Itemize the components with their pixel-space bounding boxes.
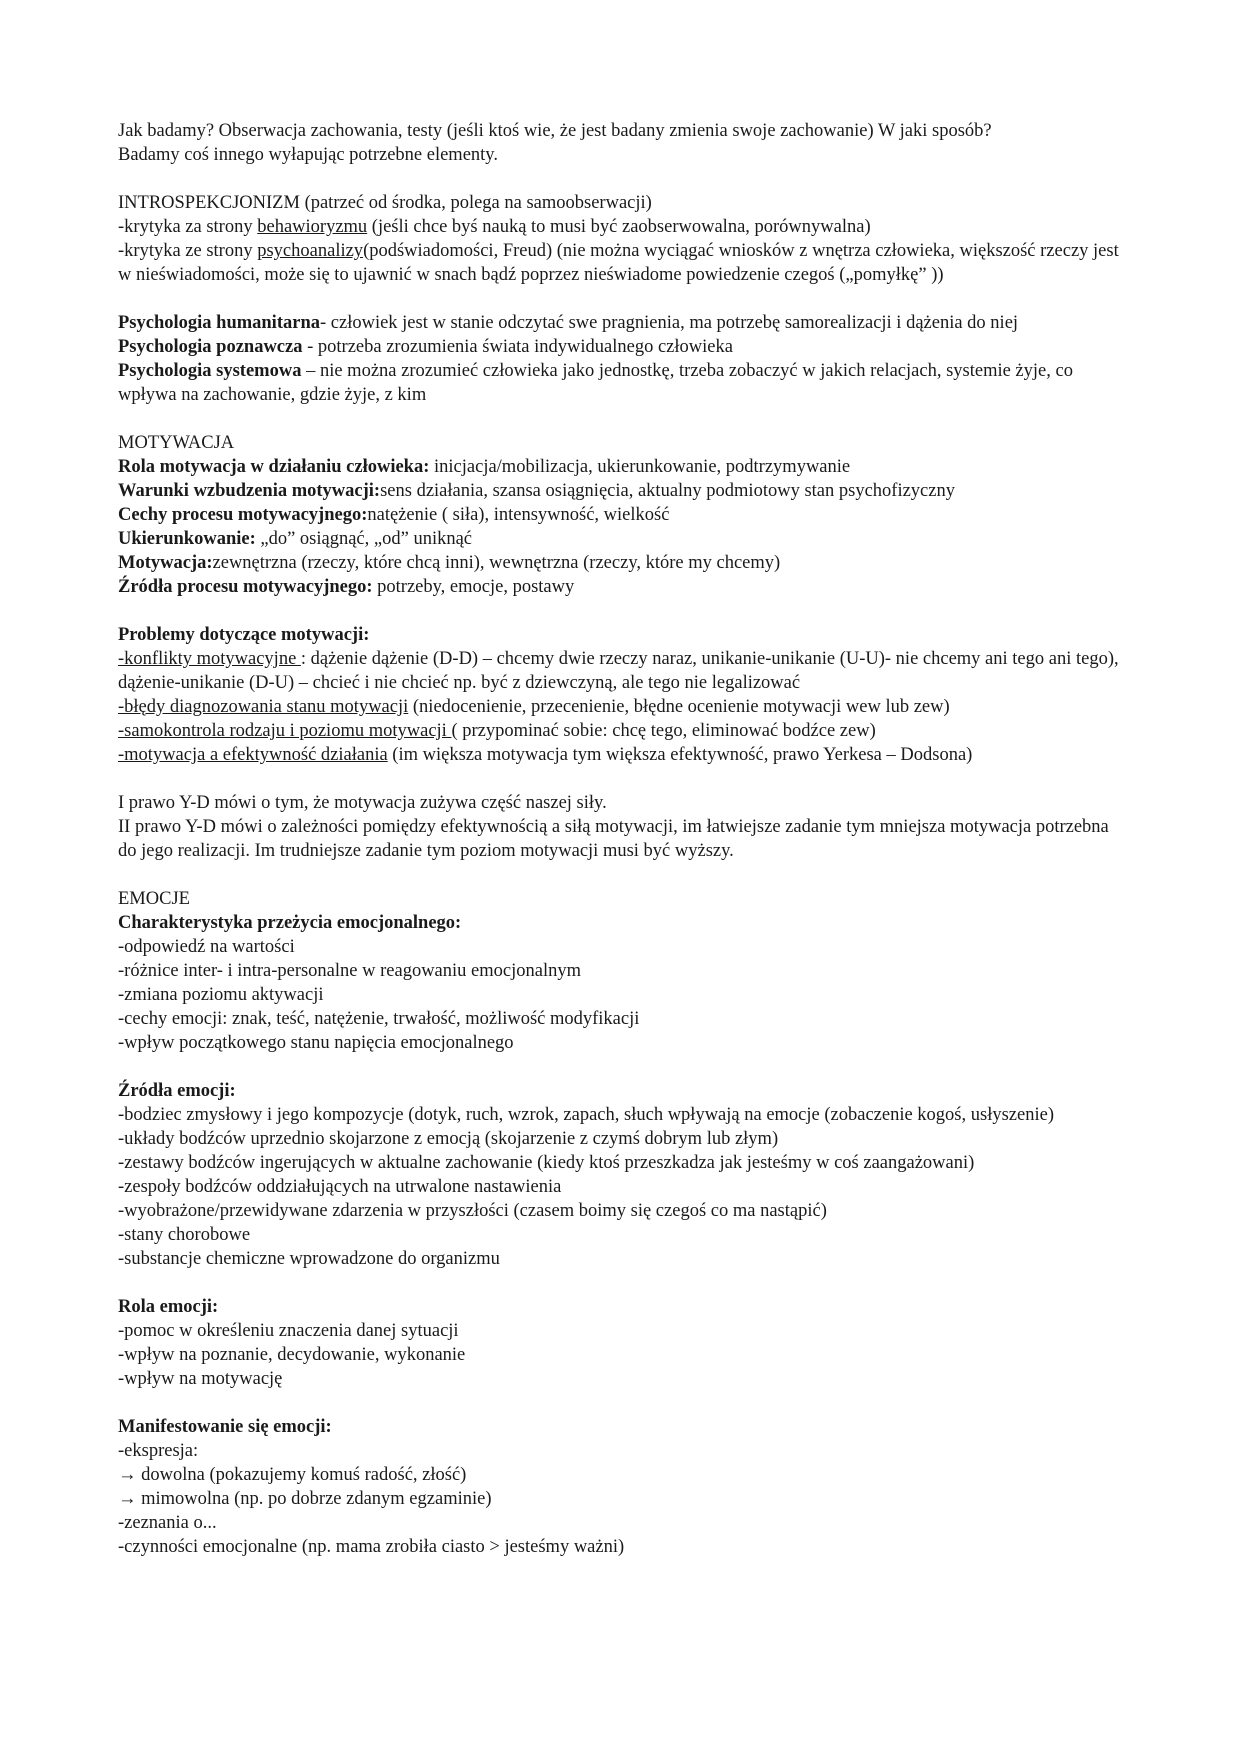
psychologia-poznawcza-text: - potrzeba zrozumienia świata indywidualnego człowieka [302, 337, 733, 357]
problem-link: -samokontrola rodzaju i poziomu motywacji [118, 721, 452, 741]
problem-text: ( przypominać sobie: chcę tego, eliminować bodźce zew) [451, 721, 876, 741]
motywacja-text: natężenie ( siła), intensywność, wielkość [367, 505, 670, 525]
psychologia-systemowa [118, 359, 1128, 407]
motywacja-text: potrzeby, emocje, postawy [372, 577, 575, 597]
problem-item [118, 743, 1128, 767]
problem-item [118, 719, 1128, 743]
problem-item [118, 647, 1128, 695]
motywacja-item [118, 551, 1128, 575]
psychologia-humanitarna [118, 311, 1128, 335]
motywacja-term: Źródła procesu motywacyjnego: [118, 577, 373, 597]
rola-emocji-heading: Rola emocji: [118, 1297, 219, 1317]
list-item: -zeznania o... [118, 1513, 217, 1533]
introspekcjonizm-heading: INTROSPEKCJONIZM [118, 193, 300, 213]
motywacja-text: „do” osiągnąć, „od” uniknąć [255, 529, 473, 549]
list-item: -wyobrażone/przewidywane zdarzenia w przyszłości (czasem boimy się czegoś co ma nastąpić) [118, 1201, 827, 1221]
motywacja-text: sens działania, szansa osiągnięcia, aktualny podmiotowy stan psychofizyczny [380, 481, 955, 501]
prawo-yd-1: I prawo Y-D mówi o tym, że motywacja zużywa część naszej siły. [118, 793, 607, 813]
intro-line-1: Jak badamy? Obserwacja zachowania, testy (jeśli ktoś wie, że jest badany zmienia swoje zachowanie) W jaki sposób? [118, 121, 992, 141]
motywacja-item [118, 575, 1128, 599]
problem-item [118, 695, 1128, 719]
psychologia-humanitarna-text: - człowiek jest w stanie odczytać swe pragnienia, ma potrzebę samorealizacji i dążenia do niej [319, 313, 1019, 333]
list-item: -czynności emocjonalne (np. mama zrobiła ciasto > jesteśmy ważni) [118, 1537, 625, 1557]
problem-text: (niedocenienie, przecenienie, błędne ocenienie motywacji wew lub zew) [408, 697, 950, 717]
psychologia-systemowa-term: Psychologia systemowa [118, 361, 302, 381]
motywacja-item [118, 527, 1128, 551]
psychologia-poznawcza-term: Psychologia poznawcza [118, 337, 303, 357]
krytyka-psychoanaliza [118, 239, 1128, 287]
zrodla-emocji-heading: Źródła emocji: [118, 1081, 236, 1101]
list-item: -wpływ początkowego stanu napięcia emocjonalnego [118, 1033, 514, 1053]
motywacja-text: inicjacja/mobilizacja, ukierunkowanie, podtrzymywanie [429, 457, 851, 477]
motywacja-term: Motywacja: [118, 553, 213, 573]
psychologia-systemowa-text: – nie można zrozumieć człowieka jako jednostkę, trzeba zobaczyć w jakich relacjach, systemie żyje, co wpływa na zachowanie, gdzie żyje, z kim [118, 361, 1073, 405]
intro-line-2: Badamy coś innego wyłapując potrzebne elementy. [118, 145, 498, 165]
list-item: -zmiana poziomu aktywacji [118, 985, 324, 1005]
introspekcjonizm-heading-line [118, 191, 1128, 215]
problem-text: : dążenie dążenie (D-D) – chcemy dwie rzeczy naraz, unikanie-unikanie (U-U)- nie chcemy ani tego ani tego), dążenie-unikanie (D-U) – chcieć i nie chcieć np. być z dziewczyną, ale tego nie legalizować [118, 649, 1119, 693]
krytyka-psychoanaliza-pre: -krytyka ze strony [118, 241, 258, 261]
psychologia-poznawcza [118, 335, 1128, 359]
list-item: -odpowiedź na wartości [118, 937, 295, 957]
list-item: -zespoły bodźców oddziałujących na utrwalone nastawienia [118, 1177, 562, 1197]
problem-link: -błędy diagnozowania stanu motywacji [118, 697, 409, 717]
krytyka-behawioryzm [118, 215, 1128, 239]
behawioryzm-link: behawioryzmu [257, 217, 368, 237]
list-item: -zestawy bodźców ingerujących w aktualne zachowanie (kiedy ktoś przeszkadza jak jesteśmy w coś zaangażowani) [118, 1153, 975, 1173]
motywacja-term: Ukierunkowanie: [118, 529, 256, 549]
list-item: -pomoc w określeniu znaczenia danej sytuacji [118, 1321, 459, 1341]
introspekcjonizm-heading-rest: (patrzeć od środka, polega na samoobserwacji) [299, 193, 652, 213]
motywacja-item [118, 455, 1128, 479]
krytyka-behawioryzm-pre: -krytyka za strony [118, 217, 258, 237]
motywacja-item [118, 503, 1128, 527]
motywacja-term: Warunki wzbudzenia motywacji: [118, 481, 381, 501]
motywacja-item [118, 479, 1128, 503]
psychologia-humanitarna-term: Psychologia humanitarna [118, 313, 320, 333]
list-item: → dowolna (pokazujemy komuś radość, złość) [118, 1465, 467, 1485]
psychoanaliza-link: psychoanalizy [257, 241, 364, 261]
list-item: -stany chorobowe [118, 1225, 251, 1245]
emocje-heading: EMOCJE [118, 889, 190, 909]
problemy-heading: Problemy dotyczące motywacji: [118, 625, 370, 645]
list-item: -bodziec zmysłowy i jego kompozycje (dotyk, ruch, wzrok, zapach, słuch wpływają na emocje (zobaczenie kogoś, usłyszenie) [118, 1105, 1054, 1125]
list-item: -wpływ na motywację [118, 1369, 283, 1389]
motywacja-term: Rola motywacja w działaniu człowieka: [118, 457, 430, 477]
charakterystyka-heading: Charakterystyka przeżycia emocjonalnego: [118, 913, 462, 933]
list-item: -cechy emocji: znak, teść, natężenie, trwałość, możliwość modyfikacji [118, 1009, 640, 1029]
list-item: -ekspresja: [118, 1441, 199, 1461]
motywacja-term: Cechy procesu motywacyjnego: [118, 505, 368, 525]
list-item: → mimowolna (np. po dobrze zdanym egzaminie) [118, 1489, 492, 1509]
prawo-yd-2: II prawo Y-D mówi o zależności pomiędzy efektywnością a siłą motywacji, im łatwiejsze zadanie tym mniejsza motywacja potrzebna do jego realizacji. Im trudniejsze zadanie tym poziom motywacji musi być wyższy. [118, 817, 1109, 861]
list-item: -substancje chemiczne wprowadzone do organizmu [118, 1249, 500, 1269]
problem-text: (im większa motywacja tym większa efektywność, prawo Yerkesa – Dodsona) [387, 745, 973, 765]
motywacja-text: zewnętrzna (rzeczy, które chcą inni), wewnętrzna (rzeczy, które my chcemy) [212, 553, 781, 573]
document-text [118, 119, 1128, 1559]
list-item: -wpływ na poznanie, decydowanie, wykonanie [118, 1345, 466, 1365]
problem-link: -motywacja a efektywność działania [118, 745, 388, 765]
problem-link: -konflikty motywacyjne [118, 649, 301, 669]
krytyka-psychoanaliza-post: (podświadomości, Freud) (nie można wyciągać wniosków z wnętrza człowieka, większość rzeczy jest w nieświadomości, może się to ujawnić w snach bądź poprzez nieświadome powiedzenie czegoś („pomyłkę” )) [118, 241, 1119, 285]
krytyka-behawioryzm-post: (jeśli chce byś nauką to musi być zaobserwowalna, porównywalna) [367, 217, 871, 237]
manifestowanie-heading: Manifestowanie się emocji: [118, 1417, 332, 1437]
list-item: -układy bodźców uprzednio skojarzone z emocją (skojarzenie z czymś dobrym lub złym) [118, 1129, 779, 1149]
list-item: -różnice inter- i intra-personalne w reagowaniu emocjonalnym [118, 961, 581, 981]
motywacja-heading: MOTYWACJA [118, 433, 235, 453]
